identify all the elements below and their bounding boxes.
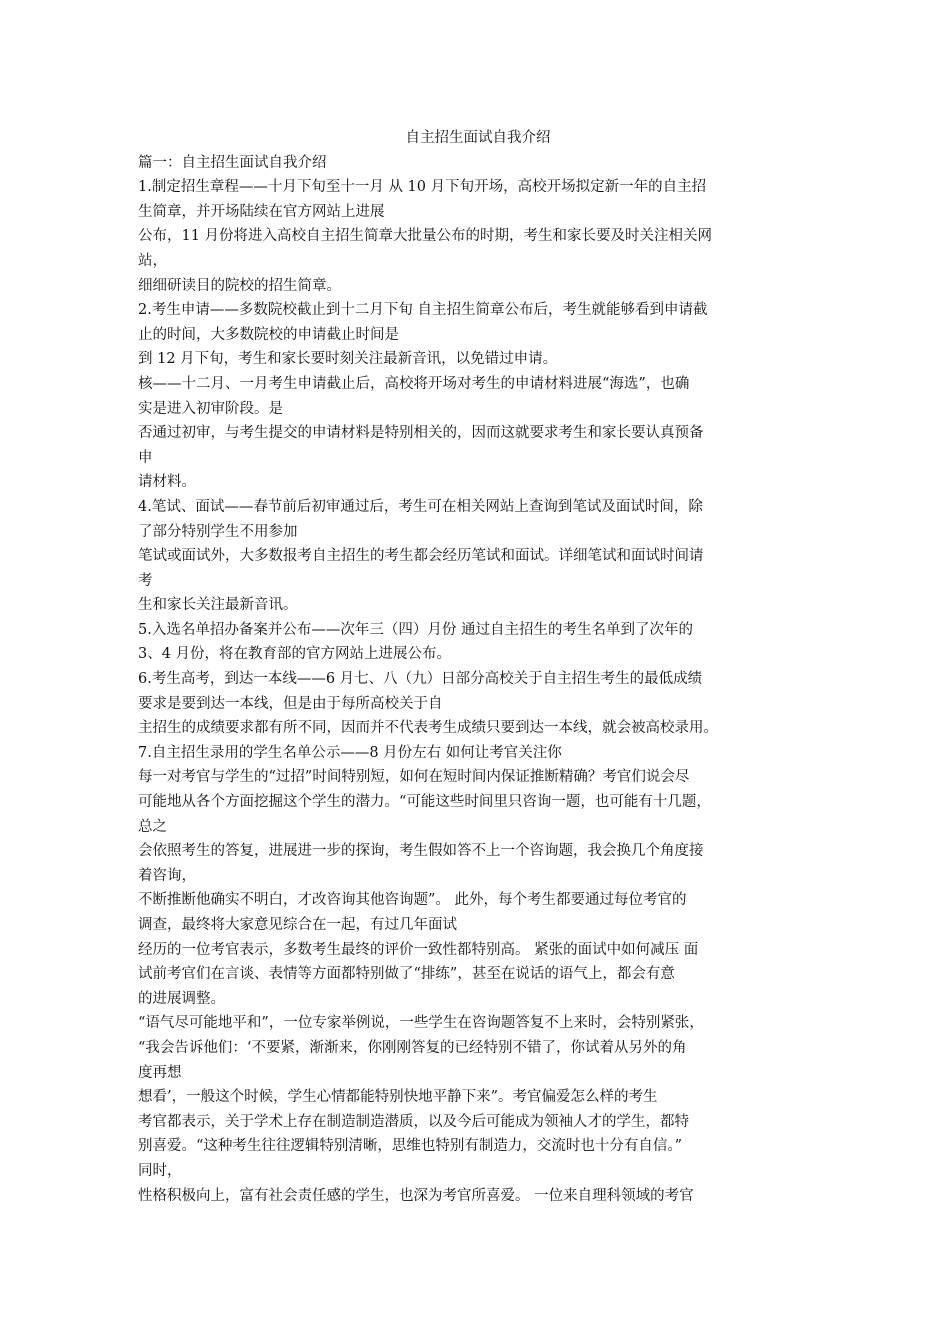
text-line: 核——十二月、一月考生申请截止后，高校将开场对考生的申请材料进展“海选”，也确: [138, 375, 690, 392]
document-text: [138, 151, 818, 1209]
text-line: 主招生的成绩要求都有所不同，因而并不代表考生成绩只要到达一本线，就会被高校录用。: [138, 720, 718, 737]
text-line: 度再想: [138, 1064, 182, 1081]
text-line: 申: [138, 449, 153, 466]
text-line: 着咨询，: [138, 867, 196, 884]
text-line: 7.自主招生录用的学生名单公示——8 月份左右 如何让考官关注你: [138, 744, 562, 761]
text-line: 篇一：自主招生面试自我介绍: [138, 154, 327, 171]
text-line: 调查，最终将大家意见综合在一起，有过几年面试: [138, 917, 457, 933]
text-line: 了部分特别学生不用参加: [138, 523, 298, 540]
text-line: 总之: [138, 818, 167, 835]
text-line: “我会告诉他们：‘不要紧，渐渐来，你刚刚答复的已经特别不错了，你试着从另外的角: [138, 1039, 687, 1056]
text-line: 5.入选名单招办备案并公布——次年三（四）月份 通过自主招生的考生名单到了次年的: [138, 621, 693, 638]
text-line: 考官都表示，关于学术上存在制造制造潜质，以及今后可能成为领袖人才的学生，都特: [138, 1113, 689, 1130]
text-line: 笔试或面试外，大多数报考自主招生的考生都会经历笔试和面试。详细笔试和面试时间请: [138, 548, 704, 565]
document-body: [138, 126, 818, 1208]
text-line: 到 12 月下旬，考生和家长要时刻关注最新音讯，以免错过申请。: [138, 351, 558, 368]
text-line: 考: [138, 572, 153, 589]
text-line: 生和家长关注最新音讯。: [138, 597, 298, 614]
text-line: 每一对考官与学生的“过招”时间特别短，如何在短时间内保证推断精确？考官们说会尽: [138, 769, 690, 786]
text-line: 公布，11 月份将进入高校自主招生简章大批量公布的时期，考生和家长要及时关注相关网: [138, 228, 713, 245]
text-line: 同时，: [138, 1162, 182, 1179]
text-line: 的进展调整。: [138, 990, 225, 1007]
text-line: 别喜爱。“这种考生往往逻辑特别清晰，思维也特别有制造力，交流时也十分有自信。”: [138, 1138, 683, 1155]
text-line: 止的时间，大多数院校的申请截止时间是: [138, 326, 399, 343]
text-line: 6.考生高考，到达一本线——6 月七、八（九）日部分高校关于自主招生考生的最低成绩: [138, 671, 703, 688]
text-line: “语气尽可能地平和”，一位专家举例说，一些学生在咨询题答复不上来时，会特别紧张，: [138, 1015, 704, 1032]
text-line: 经历的一位考官表示，多数考生最终的评价一致性都特别高。 紧张的面试中如何减压 面: [138, 941, 699, 958]
text-line: 2.考生申请——多数院校截止到十二月下旬 自主招生简章公布后，考生就能够看到申请截: [138, 302, 708, 319]
text-line: 1.制定招生章程——十月下旬至十一月 从 10 月下旬开场，高校开场拟定新一年的自主招: [138, 179, 707, 196]
text-line: 否通过初审，与考生提交的申请材料是特别相关的，因而这就要求考生和家长要认真预备: [138, 425, 704, 442]
text-line: 试前考官们在言谈、表情等方面都特别做了“排练”，甚至在说话的语气上，都会有意: [138, 966, 675, 983]
text-line: 站，: [138, 252, 167, 269]
text-line: 细细研读目的院校的招生简章。: [138, 277, 341, 294]
text-line: 要求是要到达一本线，但是由于每所高校关于自: [138, 695, 443, 712]
text-line: 不断推断他确实不明白，才改咨询其他咨询题”。 此外，每个考生都要通过每位考官的: [138, 892, 687, 909]
text-line: 3、4 月份，将在教育部的官方网站上进展公布。: [138, 646, 452, 663]
text-line: 生简章，并开场陆续在官方网站上进展: [138, 203, 385, 220]
text-line: 请材料。: [138, 474, 196, 491]
text-line: 会依照考生的答复，进展进一步的探询，考生假如答不上一个咨询题，我会换几个角度接: [138, 843, 704, 860]
text-line: 想看’，一般这个时候，学生心情都能特别快地平静下来”。考官偏爱怎么样的考生: [138, 1089, 658, 1106]
document-title: 自主招生面试自我介绍: [405, 130, 551, 146]
text-line: 4.笔试、面试——春节前后初审通过后，考生可在相关网站上查询到笔试及面试时间，除: [138, 498, 703, 515]
text-line: 实是进入初审阶段。是: [138, 400, 283, 417]
text-line: 可能地从各个方面挖掘这个学生的潜力。“可能这些时间里只咨询一题，也可能有十几题，: [138, 794, 711, 811]
text-line: 性格积极向上，富有社会责任感的学生，也深为考官所喜爱。 一位来自理科领域的考官: [138, 1187, 694, 1204]
